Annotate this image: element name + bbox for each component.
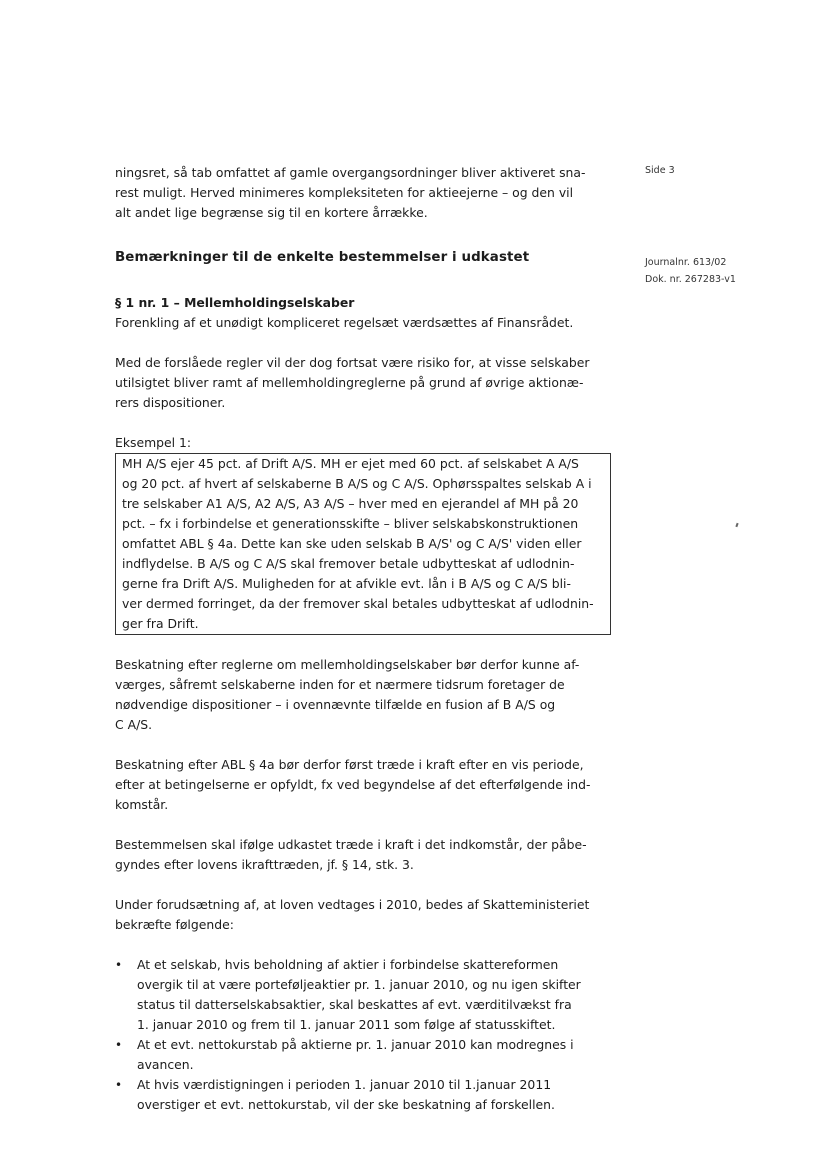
scan-speck xyxy=(735,523,738,527)
main-text-column xyxy=(115,163,615,1115)
confirmation-list xyxy=(115,955,615,1115)
tax-paragraph-1: Beskatning efter reglerne om mellemholdingselskaber bør derfor kunne af- værges, såfremt selskaberne inden for et nærmere tidsrum foretager de nødvendige dispositioner – i ovennævnte tilfælde en fusion af B A/S og C A/S. xyxy=(115,657,580,732)
list-item-text: At et selskab, hvis beholdning af aktier i forbindelse skattereformen overgik til at være porteføljeaktier pr. 1. januar 2010, og nu igen skifter status til datterselskabsaktier, skal beskattes af evt. værditilvækst fra 1. januar 2010 og frem til 1. januar 2011 som følge af statusskiftet. xyxy=(137,957,581,1032)
tax-paragraph-2: Beskatning efter ABL § 4a bør derfor først træde i kraft efter en vis periode, efter at betingelserne er opfyldt, fx ved begyndelse af det efterfølgende ind- komstår. xyxy=(115,757,591,812)
example-box: MH A/S ejer 45 pct. af Drift A/S. MH er ejet med 60 pct. af selskabet A A/S og 20 pct. af hvert af selskaberne B A/S og C A/S. Ophørsspaltes selskab A i tre selskaber A1 A/S, A2 A/S, A3 A/S – hver med en ejerandel af MH på 20 pct. – fx i forbindelse et generationsskifte – bliver selskabskonstruktionen omfattet ABL § 4a. Dette kan ske uden selskab B A/S' og C A/S' viden eller indflydelse. B A/S og C A/S skal fremover betale udbytteskat af udlodnin- gerne fra Drift A/S. Muligheden for at afvikle evt. lån i B A/S og C A/S bli- ver dermed forringet, da der fremover skal betales udbytteskat af udlodnin- ger fra Drift. xyxy=(115,453,611,635)
subsection-text: Forenkling af et unødigt kompliceret regelsæt værdsættes af Finansrådet. xyxy=(115,315,574,330)
page-number: Side 3 xyxy=(645,165,675,176)
subsection-title: § 1 nr. 1 – Mellemholdingselskaber xyxy=(115,295,355,310)
document-number: Dok. nr. 267283-v1 xyxy=(645,274,736,285)
list-item-text: At et evt. nettokurstab på aktierne pr. 1. januar 2010 kan modregnes i avancen. xyxy=(137,1037,574,1072)
provision-paragraph: Bestemmelsen skal ifølge udkastet træde i kraft i det indkomstår, der påbe- gyndes efter lovens ikrafttræden, jf. § 14, stk. 3. xyxy=(115,837,587,872)
bullet-icon: • xyxy=(115,958,123,972)
intro-paragraph: ningsret, så tab omfattet af gamle overgangsordninger bliver aktiveret sna- rest muligt. Herved minimeres kompleksiteten for aktieejerne – og den vil alt andet lige begrænse sig til en kortere årrække. xyxy=(115,165,586,220)
example-label: Eksempel 1: xyxy=(115,435,192,450)
list-item-text: At hvis værdistigningen i perioden 1. januar 2010 til 1.januar 2011 overstiger et evt. nettokurstab, vil der ske beskatning af forskellen. xyxy=(137,1077,555,1112)
journal-number: Journalnr. 613/02 xyxy=(645,257,727,268)
bullet-icon: • xyxy=(115,1038,123,1052)
risk-paragraph: Med de forslåede regler vil der dog fortsat være risiko for, at visse selskaber utilsigtet bliver ramt af mellemholdingreglerne på grund af øvrige aktionæ- rers dispositioner. xyxy=(115,355,590,410)
bullet-icon: • xyxy=(115,1078,123,1092)
request-paragraph: Under forudsætning af, at loven vedtages i 2010, bedes af Skatteministeriet bekræfte følgende: xyxy=(115,897,590,932)
list-item xyxy=(115,955,615,1035)
list-item xyxy=(115,1035,615,1075)
list-item xyxy=(115,1075,615,1115)
section-heading: Bemærkninger til de enkelte bestemmelser i udkastet xyxy=(115,250,530,265)
